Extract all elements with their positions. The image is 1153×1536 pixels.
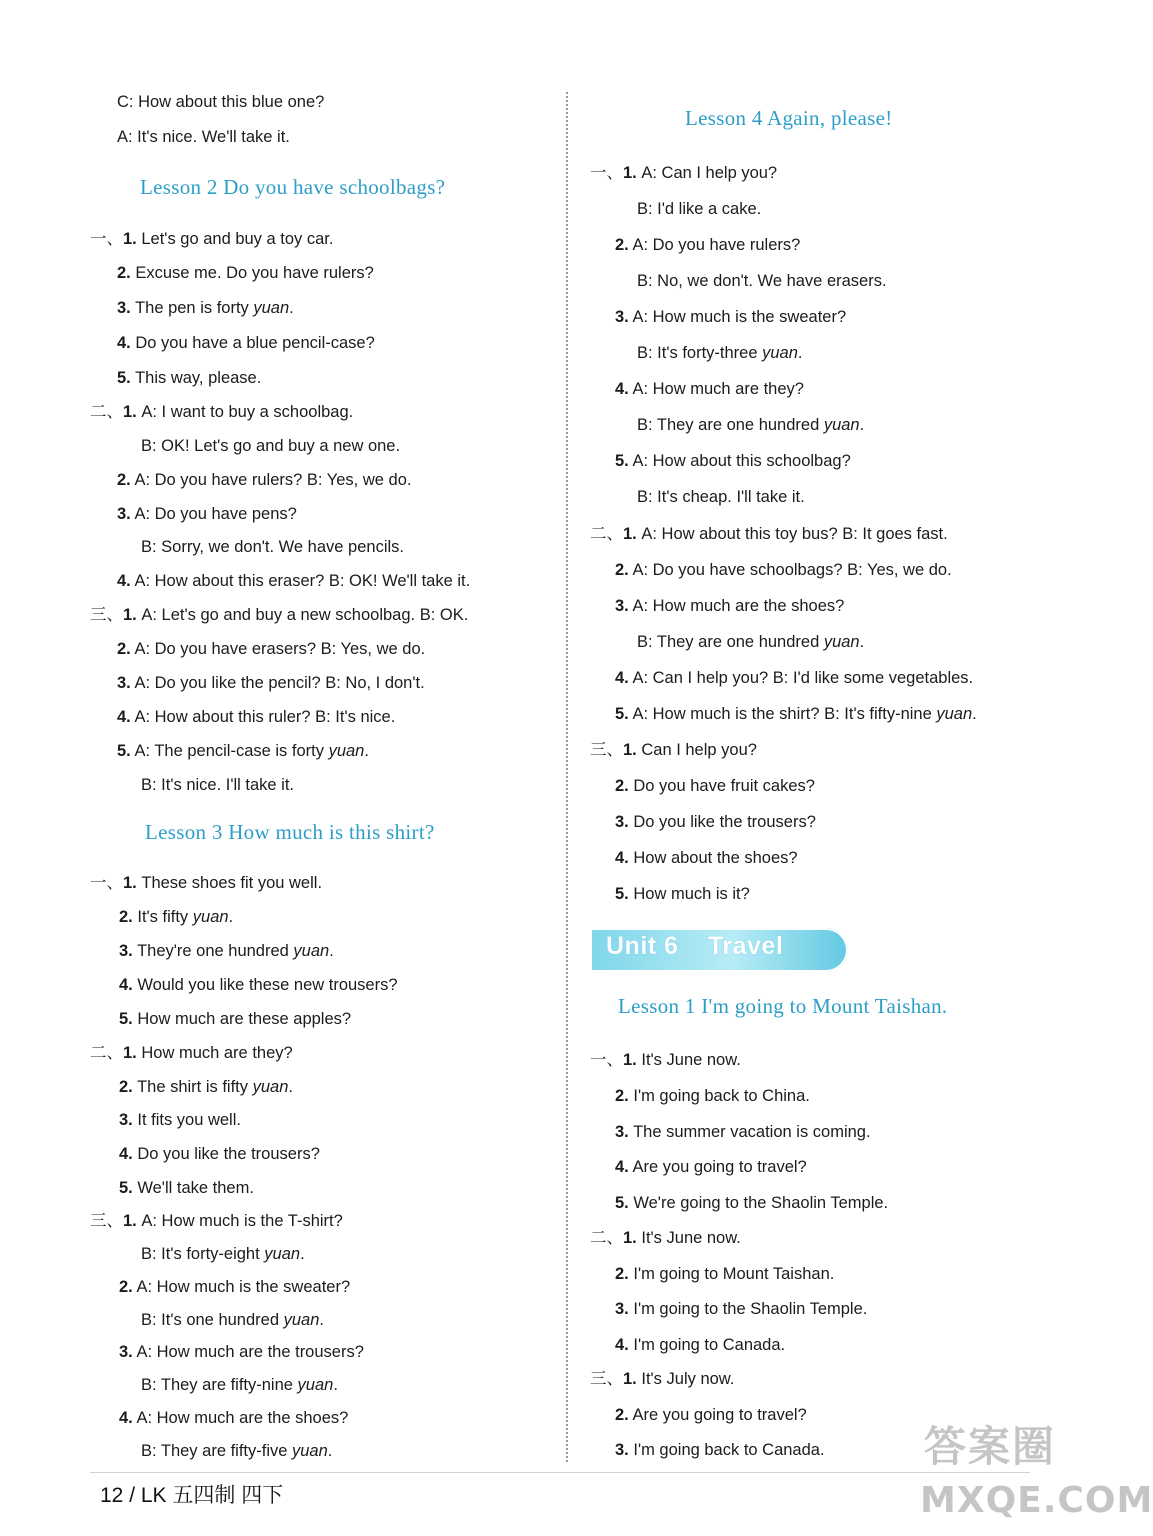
item-number: 1. [123,403,137,421]
list-item [90,1042,293,1064]
item-text: The pen is forty [135,299,254,317]
text-line: B: No, we don't. We have erasers. [637,272,887,290]
item-text: A: How much are the shoes? [136,1409,349,1427]
list-item [615,1334,785,1356]
lesson-title: Lesson 2 Do you have schoolbags? [140,175,446,199]
item-text: Do you like the trousers? [137,1145,320,1163]
list-item [119,1177,254,1199]
item-text: A: How much is the sweater? [136,1278,351,1296]
yuan-word: yuan [293,942,330,960]
yuan-word: yuan [252,1078,289,1096]
item-text: A: Let's go and buy a new schoolbag. B: OK. [141,606,469,624]
item-number: 1. [623,525,637,543]
period: . [333,1376,338,1394]
section-marker: 二、 [590,525,623,543]
lesson-title: Lesson 3 How much is this shirt? [145,820,435,844]
item-text: Can I help you? [641,741,757,759]
item-text: A: I want to buy a schoolbag. [141,403,354,421]
text-line [141,1309,324,1331]
section-marker: 二、 [590,1229,623,1247]
item-text: I'm going to Canada. [633,1336,786,1354]
item-number: 1. [123,230,137,248]
item-text: A: How about this ruler? B: It's nice. [134,708,396,726]
item-number: 4. [119,976,133,994]
item-text: A: Can I help you? B: I'd like some vegetables. [632,669,974,687]
section-marker: 三、 [590,741,623,759]
section-marker: 三、 [90,606,123,624]
item-number: 3. [615,1123,629,1141]
list-item [119,1076,293,1098]
item-number: 5. [615,705,629,723]
item-number: 1. [123,1212,137,1230]
list-item [615,883,750,905]
item-number: 3. [119,1111,133,1129]
item-number: 1. [623,1051,637,1069]
text-line: A: It's nice. We'll take it. [117,128,290,146]
list-item [119,1341,364,1363]
item-text: A: Do you have rulers? B: Yes, we do. [134,471,412,489]
item-text: A: How much are they? [632,380,804,398]
period: . [327,1442,333,1460]
text-line [637,414,864,436]
item-number: 1. [623,164,637,182]
yuan-word: yuan [292,1442,328,1460]
list-item [615,450,851,472]
period: . [288,1078,293,1096]
list-item [615,1156,807,1178]
item-text: Are you going to travel? [632,1158,807,1176]
item-number: 2. [119,1078,133,1096]
section-marker: 三、 [90,1212,123,1230]
item-text: A: How much are the trousers? [136,1343,364,1361]
list-item [119,1143,320,1165]
item-text: We'll take them. [137,1179,254,1197]
yuan-word: yuan [283,1311,320,1329]
list-item [615,1263,834,1285]
yuan-word: yuan [253,299,290,317]
list-item [615,1121,871,1143]
item-number: 2. [615,1087,629,1105]
item-number: 1. [123,1044,137,1062]
item-text: B: It's forty-three [637,344,763,362]
lesson-title: Lesson 4 Again, please! [685,106,893,130]
section-marker: 一、 [90,230,123,248]
item-number: 4. [117,572,131,590]
item-number: 5. [615,885,629,903]
list-item [590,739,757,761]
list-item [590,162,777,184]
text-line: B: It's nice. I'll take it. [141,776,295,794]
item-text: The summer vacation is coming. [633,1123,871,1141]
item-text: It fits you well. [137,1111,241,1129]
text-line: C: How about this blue one? [117,93,325,111]
item-number: 4. [615,1336,629,1354]
item-number: 1. [623,1370,637,1388]
lesson-title: Lesson 1 I'm going to Mount Taishan. [618,994,948,1018]
item-text: B: They are one hundred [637,416,824,434]
list-item [590,1368,734,1390]
period: . [797,344,803,362]
item-number: 3. [119,1343,133,1361]
item-text: A: How about this toy bus? B: It goes fast. [641,525,948,543]
item-text: It's July now. [641,1370,735,1388]
list-item [117,570,470,592]
text-line [637,631,864,653]
list-item [117,638,425,660]
item-number: 1. [123,606,137,624]
item-text: These shoes fit you well. [141,874,323,892]
column-divider [566,92,568,1462]
period: . [972,705,977,723]
page-footer: 12 / LK 五四制 四下 [100,1484,284,1507]
item-text: We're going to the Shaolin Temple. [633,1194,889,1212]
list-item [117,469,411,491]
item-text: A: The pencil-case is forty [134,742,329,760]
list-item [119,1008,351,1030]
list-item [615,1192,888,1214]
list-item [90,401,353,423]
watermark-logo [918,1414,1153,1532]
text-line: B: I'd like a cake. [637,200,762,218]
item-text: A: Do you have schoolbags? B: Yes, we do. [632,561,952,579]
period: . [289,299,294,317]
watermark-text: 答案圈 [924,1422,1057,1471]
item-number: 2. [615,1265,629,1283]
item-text: I'm going back to China. [633,1087,810,1105]
item-number: 1. [123,874,137,892]
item-number: 5. [119,1179,133,1197]
yuan-word: yuan [264,1245,301,1263]
section-marker: 二、 [90,1044,123,1062]
period: . [319,1311,324,1329]
yuan-word: yuan [823,633,860,651]
item-number: 2. [615,561,629,579]
item-number: 3. [117,505,131,523]
list-item [615,667,973,689]
item-text: Let's go and buy a toy car. [141,230,334,248]
item-text: A: How about this eraser? B: OK! We'll take it. [134,572,471,590]
item-text: Would you like these new trousers? [137,976,398,994]
yuan-word: yuan [328,742,365,760]
item-text: Are you going to travel? [632,1406,807,1424]
item-text: A: Do you like the pencil? B: No, I don't. [134,674,425,692]
list-item [117,672,425,694]
period: . [364,742,369,760]
list-item [615,559,952,581]
item-number: 4. [117,334,131,352]
item-text: A: Do you have rulers? [632,236,801,254]
list-item [117,297,294,319]
item-number: 3. [117,299,131,317]
item-text: It's June now. [641,1229,741,1247]
item-text: A: How much is the sweater? [632,308,847,326]
yuan-word: yuan [762,344,798,362]
section-marker: 一、 [90,874,123,892]
item-text: It's June now. [641,1051,741,1069]
item-number: 2. [119,1278,133,1296]
yuan-word: yuan [297,1376,334,1394]
unit-name: Travel [708,932,784,960]
yuan-word: yuan [192,908,229,926]
item-number: 2. [117,471,131,489]
item-number: 2. [117,264,131,282]
text-line: B: Sorry, we don't. We have pencils. [141,538,404,556]
item-text: A: How much is the T-shirt? [141,1212,343,1230]
item-number: 4. [615,849,629,867]
text-line: B: OK! Let's go and buy a new one. [141,437,401,455]
item-number: 4. [615,1158,629,1176]
item-number: 5. [615,1194,629,1212]
list-item [615,595,844,617]
list-item [90,604,468,626]
list-item [615,1404,807,1426]
item-text: Do you have fruit cakes? [633,777,815,795]
item-text: How much are these apples? [137,1010,352,1028]
item-text: B: They are fifty-nine [141,1376,298,1394]
item-text: How much is it? [633,885,750,903]
list-item [590,1049,741,1071]
item-text: I'm going to the Shaolin Temple. [633,1300,868,1318]
item-text: It's fifty [137,908,193,926]
item-number: 5. [117,742,131,760]
list-item [615,1298,867,1320]
list-item [590,1227,741,1249]
item-text: I'm going to Mount Taishan. [633,1265,835,1283]
item-number: 3. [615,597,629,615]
period: . [859,633,865,651]
list-item [615,775,815,797]
item-text: Excuse me. Do you have rulers? [135,264,374,282]
item-number: 1. [623,1229,637,1247]
item-number: 2. [615,236,629,254]
item-text: Do you like the trousers? [633,813,816,831]
list-item [615,1085,810,1107]
list-item [117,706,395,728]
yuan-word: yuan [823,416,860,434]
list-item [117,262,374,284]
list-item [615,306,846,328]
item-text: B: They are one hundred [637,633,824,651]
item-text: This way, please. [135,369,262,387]
item-number: 2. [119,908,133,926]
section-marker: 一、 [590,1051,623,1069]
list-item [90,872,322,894]
list-item [90,228,333,250]
period: . [329,942,334,960]
item-text: A: Do you have pens? [134,505,297,523]
item-text: Do you have a blue pencil-case? [135,334,375,352]
list-item [119,940,334,962]
item-number: 4. [615,669,629,687]
list-item [615,847,798,869]
item-number: 3. [615,1441,629,1459]
unit-banner [590,928,848,972]
item-number: 5. [117,369,131,387]
section-marker: 一、 [590,164,623,182]
item-text: How much are they? [141,1044,293,1062]
item-number: 3. [615,308,629,326]
item-number: 4. [615,380,629,398]
list-item [615,703,977,725]
list-item [117,332,375,354]
item-text: A: How much is the shirt? B: It's fifty-nine [632,705,937,723]
unit-number: Unit 6 [606,932,679,960]
item-text: B: They are fifty-five [141,1442,292,1460]
list-item [119,1276,350,1298]
item-text: A: How much are the shoes? [632,597,845,615]
list-item [615,1439,825,1461]
item-text: A: Can I help you? [641,164,778,182]
item-number: 4. [117,708,131,726]
text-line [141,1243,305,1265]
yuan-word: yuan [936,705,973,723]
item-number: 2. [615,1406,629,1424]
list-item [590,523,948,545]
list-item [117,503,297,525]
item-number: 4. [119,1409,133,1427]
list-item [117,367,261,389]
item-text: They're one hundred [137,942,294,960]
period: . [300,1245,305,1263]
period: . [228,908,234,926]
item-number: 2. [615,777,629,795]
item-number: 3. [117,674,131,692]
text-line: B: It's cheap. I'll take it. [637,488,805,506]
section-marker: 二、 [90,403,123,421]
item-text: B: It's forty-eight [141,1245,265,1263]
list-item [119,1109,241,1131]
item-text: A: How about this schoolbag? [632,452,851,470]
item-text: A: Do you have erasers? B: Yes, we do. [134,640,426,658]
item-text: The shirt is fifty [137,1078,253,1096]
list-item [615,378,804,400]
item-number: 5. [615,452,629,470]
list-item [119,974,398,996]
list-item [119,906,233,928]
watermark-url: MXQE.COM [920,1480,1153,1521]
item-text: How about the shoes? [633,849,798,867]
item-number: 3. [615,813,629,831]
list-item [615,811,816,833]
text-line [141,1374,338,1396]
period: . [859,416,865,434]
list-item [615,234,800,256]
text-line [637,342,802,364]
item-number: 5. [119,1010,133,1028]
section-marker: 三、 [590,1370,623,1388]
list-item [119,1407,348,1429]
item-number: 3. [119,942,133,960]
text-line [141,1440,332,1462]
list-item [90,1210,343,1232]
item-text: I'm going back to Canada. [633,1441,825,1459]
item-text: B: It's one hundred [141,1311,284,1329]
item-number: 2. [117,640,131,658]
item-number: 3. [615,1300,629,1318]
item-number: 1. [623,741,637,759]
item-number: 4. [119,1145,133,1163]
footer-rule [90,1472,1030,1473]
list-item [117,740,369,762]
